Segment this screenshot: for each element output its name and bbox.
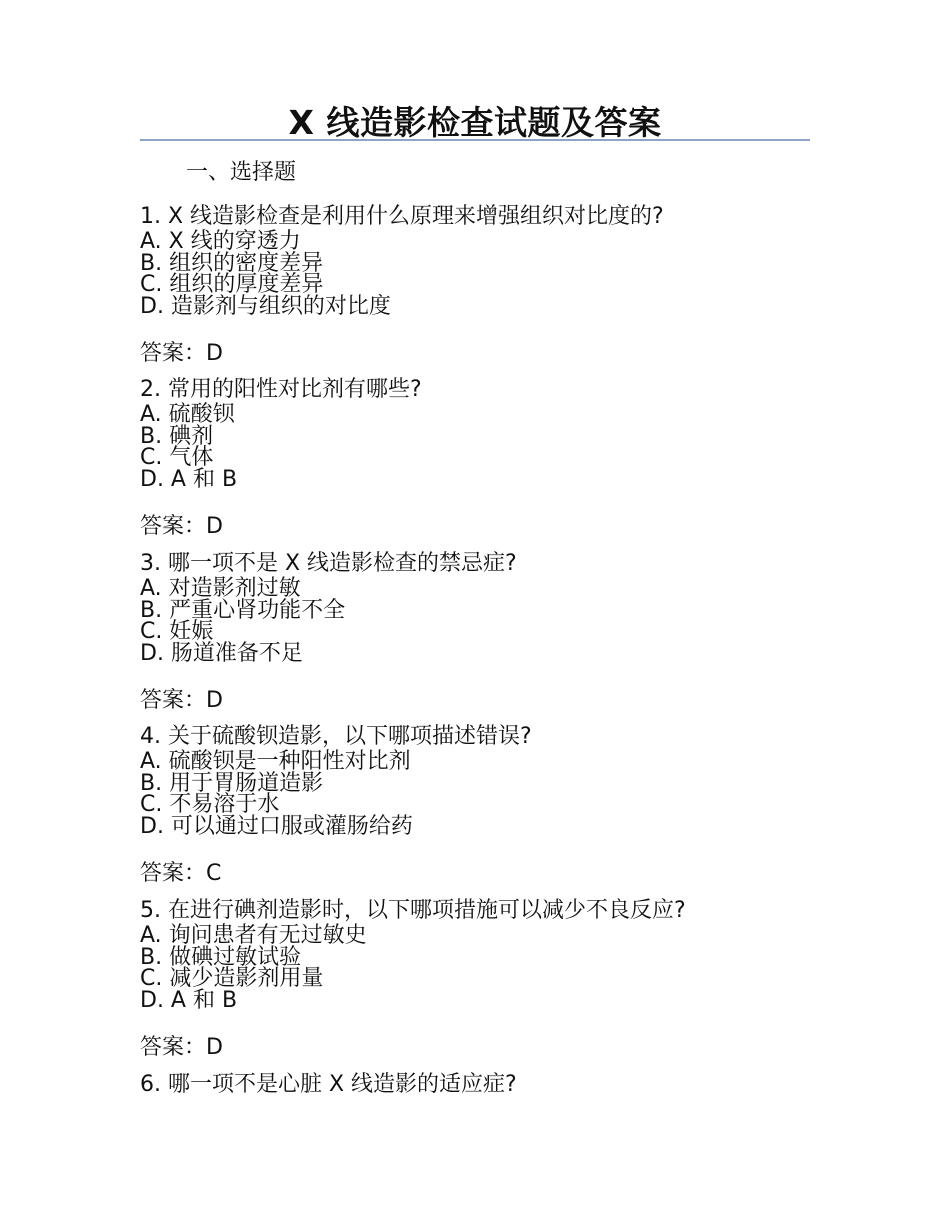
document-title: X 线造影检查试题及答案: [288, 103, 662, 142]
option-c: C. 不易溶于水: [140, 792, 280, 818]
option-b: B. 碘剂: [140, 423, 214, 449]
option-b: B. 用于胃肠道造影: [140, 770, 324, 796]
option-d: D. 可以通过口服或灌肠给药: [140, 814, 413, 840]
option-b: B. 严重心肾功能不全: [140, 597, 346, 623]
option-a: A. 硫酸钡是一种阳性对比剂: [140, 749, 411, 774]
option-c: C. 组织的厚度差异: [140, 272, 324, 298]
question-block: [140, 897, 820, 1062]
option-d: D. 造影剂与组织的对比度: [140, 294, 391, 320]
option-c: C. 气体: [140, 445, 214, 471]
question-block: [140, 203, 820, 368]
option-d: D. A 和 B: [140, 988, 238, 1014]
question-block: [140, 1071, 820, 1099]
title-underline: [140, 139, 810, 141]
section-heading: 一、选择题: [186, 160, 297, 185]
question-block: [140, 376, 820, 541]
option-a: A. 硫酸钡: [140, 402, 235, 427]
option-a: A. 询问患者有无过敏史: [140, 923, 367, 948]
question-text: 3. 哪一项不是 X 线造影检查的禁忌症?: [140, 551, 517, 576]
answer-text: 答案：D: [140, 687, 223, 713]
option-d: D. 肠道准备不足: [140, 641, 303, 667]
question-text: 4. 关于硫酸钡造影，以下哪项描述错误?: [140, 724, 532, 749]
option-c: C. 减少造影剂用量: [140, 966, 324, 992]
option-a: A. X 线的穿透力: [140, 229, 301, 254]
question-text: 1. X 线造影检查是利用什么原理来增强组织对比度的?: [140, 204, 664, 229]
answer-text: 答案：D: [140, 513, 223, 539]
option-d: D. A 和 B: [140, 467, 238, 493]
question-text: 2. 常用的阳性对比剂有哪些?: [140, 377, 422, 402]
question-block: [140, 550, 820, 715]
question-text: 5. 在进行碘剂造影时，以下哪项措施可以减少不良反应?: [140, 898, 686, 923]
question-text: 6. 哪一项不是心脏 X 线造影的适应症?: [140, 1072, 517, 1097]
question-block: [140, 723, 820, 888]
answer-text: 答案：C: [140, 860, 222, 886]
option-b: B. 组织的密度差异: [140, 250, 324, 276]
answer-text: 答案：D: [140, 340, 223, 366]
answer-text: 答案：D: [140, 1034, 223, 1060]
option-b: B. 做碘过敏试验: [140, 944, 302, 970]
option-c: C. 妊娠: [140, 619, 214, 645]
option-a: A. 对造影剂过敏: [140, 576, 301, 601]
